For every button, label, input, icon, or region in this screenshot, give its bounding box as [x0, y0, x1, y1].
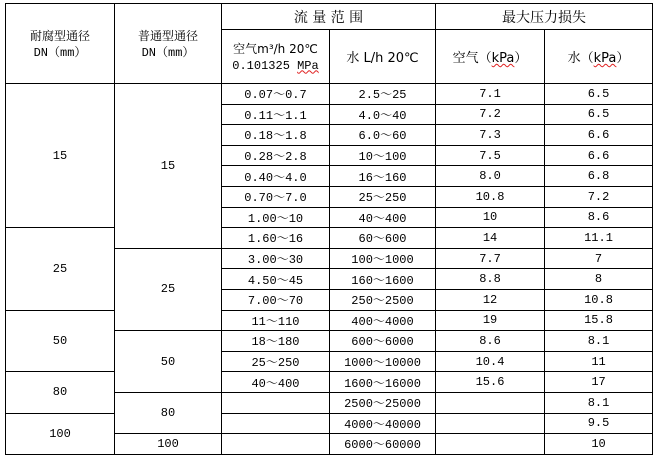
- air-flow-unit: 空气m³/h 20℃: [233, 41, 318, 56]
- air-flow-cell: [222, 434, 330, 455]
- water-loss-cell: 8.6: [545, 207, 653, 228]
- water-loss-cell: 8.1: [545, 392, 653, 413]
- normal-dn-cell: 100: [115, 434, 222, 455]
- flowmeter-spec-table: [5, 3, 653, 455]
- water-loss-paren: ）: [616, 51, 630, 66]
- table-row: [6, 228, 653, 249]
- water-loss-cell: 11: [545, 351, 653, 372]
- air-flow-cell: 0.28～2.8: [222, 145, 330, 166]
- corrosion-dn-cell: 100: [6, 413, 115, 454]
- air-loss-paren: ）: [514, 51, 528, 66]
- air-loss-cell: 7.7: [436, 248, 545, 269]
- water-loss-cell: 17: [545, 372, 653, 393]
- normal-dn-cell: 25: [115, 248, 222, 330]
- water-flow-cell: 2500～25000: [330, 392, 436, 413]
- air-flow-cell: 11～110: [222, 310, 330, 331]
- air-flow-cell: 25～250: [222, 351, 330, 372]
- air-loss-cell: 8.0: [436, 166, 545, 187]
- air-flow-cell: 0.70～7.0: [222, 186, 330, 207]
- air-flow-cell: [222, 413, 330, 434]
- water-loss-cell: 6.5: [545, 84, 653, 105]
- water-loss-cell: 6.8: [545, 166, 653, 187]
- air-flow-header: [222, 30, 330, 84]
- air-loss-cell: 10.8: [436, 186, 545, 207]
- water-flow-cell: 16～160: [330, 166, 436, 187]
- water-loss-cell: 7: [545, 248, 653, 269]
- air-loss-cell: 15.6: [436, 372, 545, 393]
- water-loss-cell: 10.8: [545, 289, 653, 310]
- water-loss-cell: 8: [545, 269, 653, 290]
- normal-dn-title: 普通型通径: [137, 28, 198, 43]
- water-loss-cell: 11.1: [545, 228, 653, 249]
- corrosion-dn-cell: 80: [6, 372, 115, 413]
- water-loss-cell: 6.6: [545, 145, 653, 166]
- water-loss-cell: 10: [545, 434, 653, 455]
- water-flow-header: 水 L/h 20℃: [330, 30, 436, 84]
- water-loss-cell: 6.5: [545, 104, 653, 125]
- air-loss-cell: 7.3: [436, 125, 545, 146]
- max-pressure-loss-header: 最大压力损失: [436, 4, 653, 30]
- air-loss-unit: kPa: [491, 51, 515, 66]
- air-loss-cell: 19: [436, 310, 545, 331]
- water-flow-cell: 600～6000: [330, 331, 436, 352]
- air-loss-cell: 14: [436, 228, 545, 249]
- air-loss-cell: 10.4: [436, 351, 545, 372]
- air-flow-cell: 18～180: [222, 331, 330, 352]
- water-loss-unit: kPa: [593, 51, 617, 66]
- air-loss-cell: [436, 392, 545, 413]
- air-flow-cell: 40～400: [222, 372, 330, 393]
- table-row: [6, 372, 653, 393]
- table-body: [6, 84, 653, 455]
- water-loss-header: [545, 30, 653, 84]
- water-flow-cell: 400～4000: [330, 310, 436, 331]
- air-loss-cell: [436, 413, 545, 434]
- air-flow-pressure-unit: MPa: [297, 58, 319, 73]
- water-flow-cell: 250～2500: [330, 289, 436, 310]
- water-flow-cell: 4.0～40: [330, 104, 436, 125]
- normal-dn-cell: 50: [115, 331, 222, 393]
- air-loss-cell: 7.1: [436, 84, 545, 105]
- water-flow-cell: 60～600: [330, 228, 436, 249]
- normal-dn-unit: DN（mm）: [141, 45, 195, 60]
- corrosion-dn-title: 耐腐型通径: [29, 28, 90, 43]
- water-loss-cell: 6.6: [545, 125, 653, 146]
- air-flow-cell: 0.11～1.1: [222, 104, 330, 125]
- air-loss-header: [436, 30, 545, 84]
- water-flow-cell: 160～1600: [330, 269, 436, 290]
- water-loss-cell: 8.1: [545, 331, 653, 352]
- water-flow-cell: 6.0～60: [330, 125, 436, 146]
- water-flow-cell: 1000～10000: [330, 351, 436, 372]
- air-loss-cell: 7.5: [436, 145, 545, 166]
- air-loss-cell: 10: [436, 207, 545, 228]
- water-flow-cell: 100～1000: [330, 248, 436, 269]
- air-flow-cell: 3.00～30: [222, 248, 330, 269]
- water-flow-cell: 40～400: [330, 207, 436, 228]
- air-loss-cell: 8.6: [436, 331, 545, 352]
- table-row: [6, 310, 653, 331]
- corrosion-dn-header: [6, 4, 115, 84]
- air-loss-cell: [436, 434, 545, 455]
- air-flow-pressure: 0.101325: [232, 58, 298, 73]
- air-flow-cell: 0.07～0.7: [222, 84, 330, 105]
- table-row: [6, 413, 653, 434]
- water-flow-cell: 25～250: [330, 186, 436, 207]
- water-flow-cell: 1600～16000: [330, 372, 436, 393]
- normal-dn-cell: 80: [115, 392, 222, 433]
- corrosion-dn-cell: 50: [6, 310, 115, 372]
- corrosion-dn-cell: 15: [6, 84, 115, 228]
- air-loss-cell: 7.2: [436, 104, 545, 125]
- water-loss-cell: 7.2: [545, 186, 653, 207]
- air-flow-cell: 1.00～10: [222, 207, 330, 228]
- air-loss-cell: 8.8: [436, 269, 545, 290]
- air-flow-cell: 7.00～70: [222, 289, 330, 310]
- air-loss-cell: 12: [436, 289, 545, 310]
- water-loss-cell: 9.5: [545, 413, 653, 434]
- water-flow-cell: 6000～60000: [330, 434, 436, 455]
- corrosion-dn-unit: DN（mm）: [33, 45, 87, 60]
- air-flow-cell: [222, 392, 330, 413]
- air-flow-cell: 1.60～16: [222, 228, 330, 249]
- normal-dn-header: [115, 4, 222, 84]
- water-loss-label: 水（: [567, 51, 594, 66]
- corrosion-dn-cell: 25: [6, 228, 115, 310]
- water-flow-cell: 2.5～25: [330, 84, 436, 105]
- table-row: [6, 84, 653, 105]
- water-flow-cell: 4000～40000: [330, 413, 436, 434]
- air-flow-cell: 4.50～45: [222, 269, 330, 290]
- air-flow-cell: 0.40～4.0: [222, 166, 330, 187]
- air-flow-cell: 0.18～1.8: [222, 125, 330, 146]
- flow-range-header: 流 量 范 围: [222, 4, 436, 30]
- air-loss-label: 空气（: [452, 51, 492, 66]
- header-row-1: [6, 4, 653, 30]
- water-flow-cell: 10～100: [330, 145, 436, 166]
- normal-dn-cell: 15: [115, 84, 222, 249]
- water-loss-cell: 15.8: [545, 310, 653, 331]
